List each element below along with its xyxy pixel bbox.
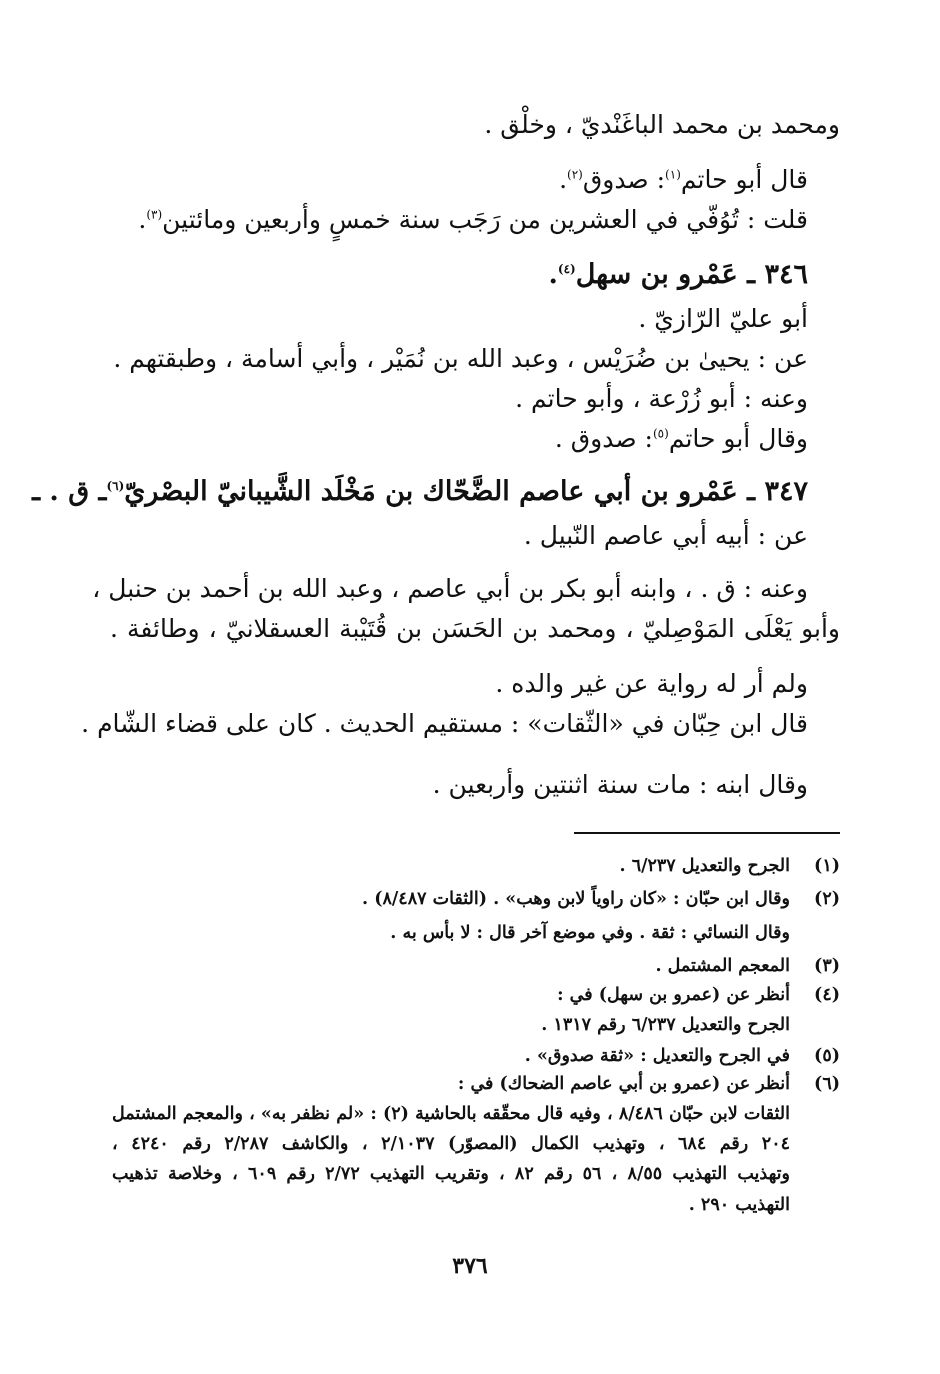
line-text: وقال أبو حاتم xyxy=(668,424,808,453)
entry-heading-346 xyxy=(549,258,809,292)
footnote-number: (٤) xyxy=(814,985,840,1005)
footnote-text: ٢٠٤ رقم ٦٨٤ ، وتهذيب الكمال (المصوّر) ٢/١٠٣٧ ، والكاشف ٢/٢٨٧ رقم ٤٢٤٠ ، xyxy=(112,1134,790,1154)
line-text: أبو عليّ الرّازيّ . xyxy=(638,304,808,333)
footnote-marker: (٥) xyxy=(652,426,669,441)
line-text: . xyxy=(559,165,568,194)
footnote-marker: (١) xyxy=(665,167,681,182)
text-line xyxy=(92,572,808,606)
line-text: قال ابن حِبّان في «الثّقات» : مستقيم الحديث . كان على قضاء الشّام . xyxy=(81,709,808,738)
footnote-text: وقال النسائي : ثقة . وفي موضع آخر قال : لا بأس به . xyxy=(390,923,790,943)
footnote-marker: (٦) xyxy=(106,479,125,493)
footnote-number: (١) xyxy=(814,856,840,876)
line-text: . xyxy=(138,205,147,234)
footnote-text: الجرح والتعديل ٦/٢٣٧ رقم ١٣١٧ . xyxy=(541,1015,790,1035)
line-text: ولم أر له رواية عن غير والده . xyxy=(495,669,808,698)
line-text: وأبو يَعْلَى المَوْصِليّ ، ومحمد بن الحَسَن بن قُتَيْبة العسقلانيّ ، وطائفة . xyxy=(110,614,840,643)
footnote-text: الثقات لابن حبّان ٨/٤٨٦ ، وفيه قال محقّقه بالحاشية (٢) : «لم نظفر به» ، والمعجم المشتمل xyxy=(112,1104,790,1124)
footnote-number: (٦) xyxy=(814,1074,840,1094)
line-text: : صدوق . xyxy=(554,424,653,453)
entry-heading-347 xyxy=(32,475,808,509)
text-line xyxy=(433,768,808,802)
text-line xyxy=(559,163,808,197)
text-line xyxy=(495,667,808,701)
text-line xyxy=(555,422,808,456)
footnote-text: أنظر عن (عمرو بن سهل) في : xyxy=(557,985,790,1005)
footnote-marker: (٤) xyxy=(557,262,576,276)
text-line xyxy=(110,612,840,646)
line-text: وقال ابنه : مات سنة اثنتين وأربعين . xyxy=(432,770,808,799)
line-text: وعنه : ق . ، وابنه أبو بكر بن أبي عاصم ، وعبد الله بن أحمد بن حنبل ، xyxy=(92,574,808,603)
text-line xyxy=(484,108,840,142)
text-line xyxy=(524,519,808,553)
page-number: ٣٧٦ xyxy=(452,1253,488,1279)
heading-text: ٣٤٦ ـ عَمْرو بن سهل xyxy=(575,259,808,290)
line-text: قلت : تُوُفّي في العشرين من رَجَب سنة خمسٍ وأربعين ومائتين xyxy=(162,205,808,234)
footnote-text: المعجم المشتمل . xyxy=(655,956,790,976)
heading-text: . xyxy=(548,259,558,290)
line-text: وعنه : أبو زُرْعة ، وأبو حاتم . xyxy=(515,384,808,413)
footnote-text: في الجرح والتعديل : «ثقة صدوق» . xyxy=(524,1046,790,1066)
footnote-text: وقال ابن حبّان : «كان راوياً لابن وهب» . (الثقات ٨/٤٨٧) . xyxy=(362,889,790,909)
line-text: قال أبو حاتم xyxy=(680,165,808,194)
footnote-number: (٢) xyxy=(814,889,840,909)
footnote-marker: (٢) xyxy=(567,167,583,182)
heading-text: ـ ق . ـ xyxy=(32,476,107,507)
text-line xyxy=(515,382,808,416)
footnote-text: أنظر عن (عمرو بن أبي عاصم الضحاك) في : xyxy=(457,1074,790,1094)
footnote-number: (٣) xyxy=(814,956,840,976)
footnote-marker: (٣) xyxy=(146,207,163,222)
footnote-text: التهذيب ٢٩٠ . xyxy=(688,1195,790,1215)
text-line xyxy=(638,302,808,336)
line-text: ومحمد بن محمد الباغَنْديّ ، وخلْق . xyxy=(484,110,840,139)
line-text: عن : يحيىٰ بن ضُرَيْس ، وعبد الله بن نُمَيْر ، وأبي أسامة ، وطبقتهم . xyxy=(113,344,808,373)
footnote-text: الجرح والتعديل ٦/٢٣٧ . xyxy=(619,856,790,876)
text-line xyxy=(138,203,808,237)
footnote-separator xyxy=(574,832,840,834)
heading-text: ٣٤٧ ـ عَمْرو بن أبي عاصم الضَّحّاك بن مَخْلَد الشَّيبانيّ البصْريّ xyxy=(124,476,808,507)
footnote-text: وتهذيب التهذيب ٨/٥٥ ، ٥٦ رقم ٨٢ ، وتقريب التهذيب ٢/٧٢ رقم ٦٠٩ ، وخلاصة تذهيب xyxy=(112,1164,790,1184)
text-line xyxy=(113,342,808,376)
text-line xyxy=(81,707,808,741)
line-text: : صدوق xyxy=(582,165,666,194)
footnote-number: (٥) xyxy=(814,1046,840,1066)
line-text: عن : أبيه أبي عاصم النّبيل . xyxy=(523,521,808,550)
